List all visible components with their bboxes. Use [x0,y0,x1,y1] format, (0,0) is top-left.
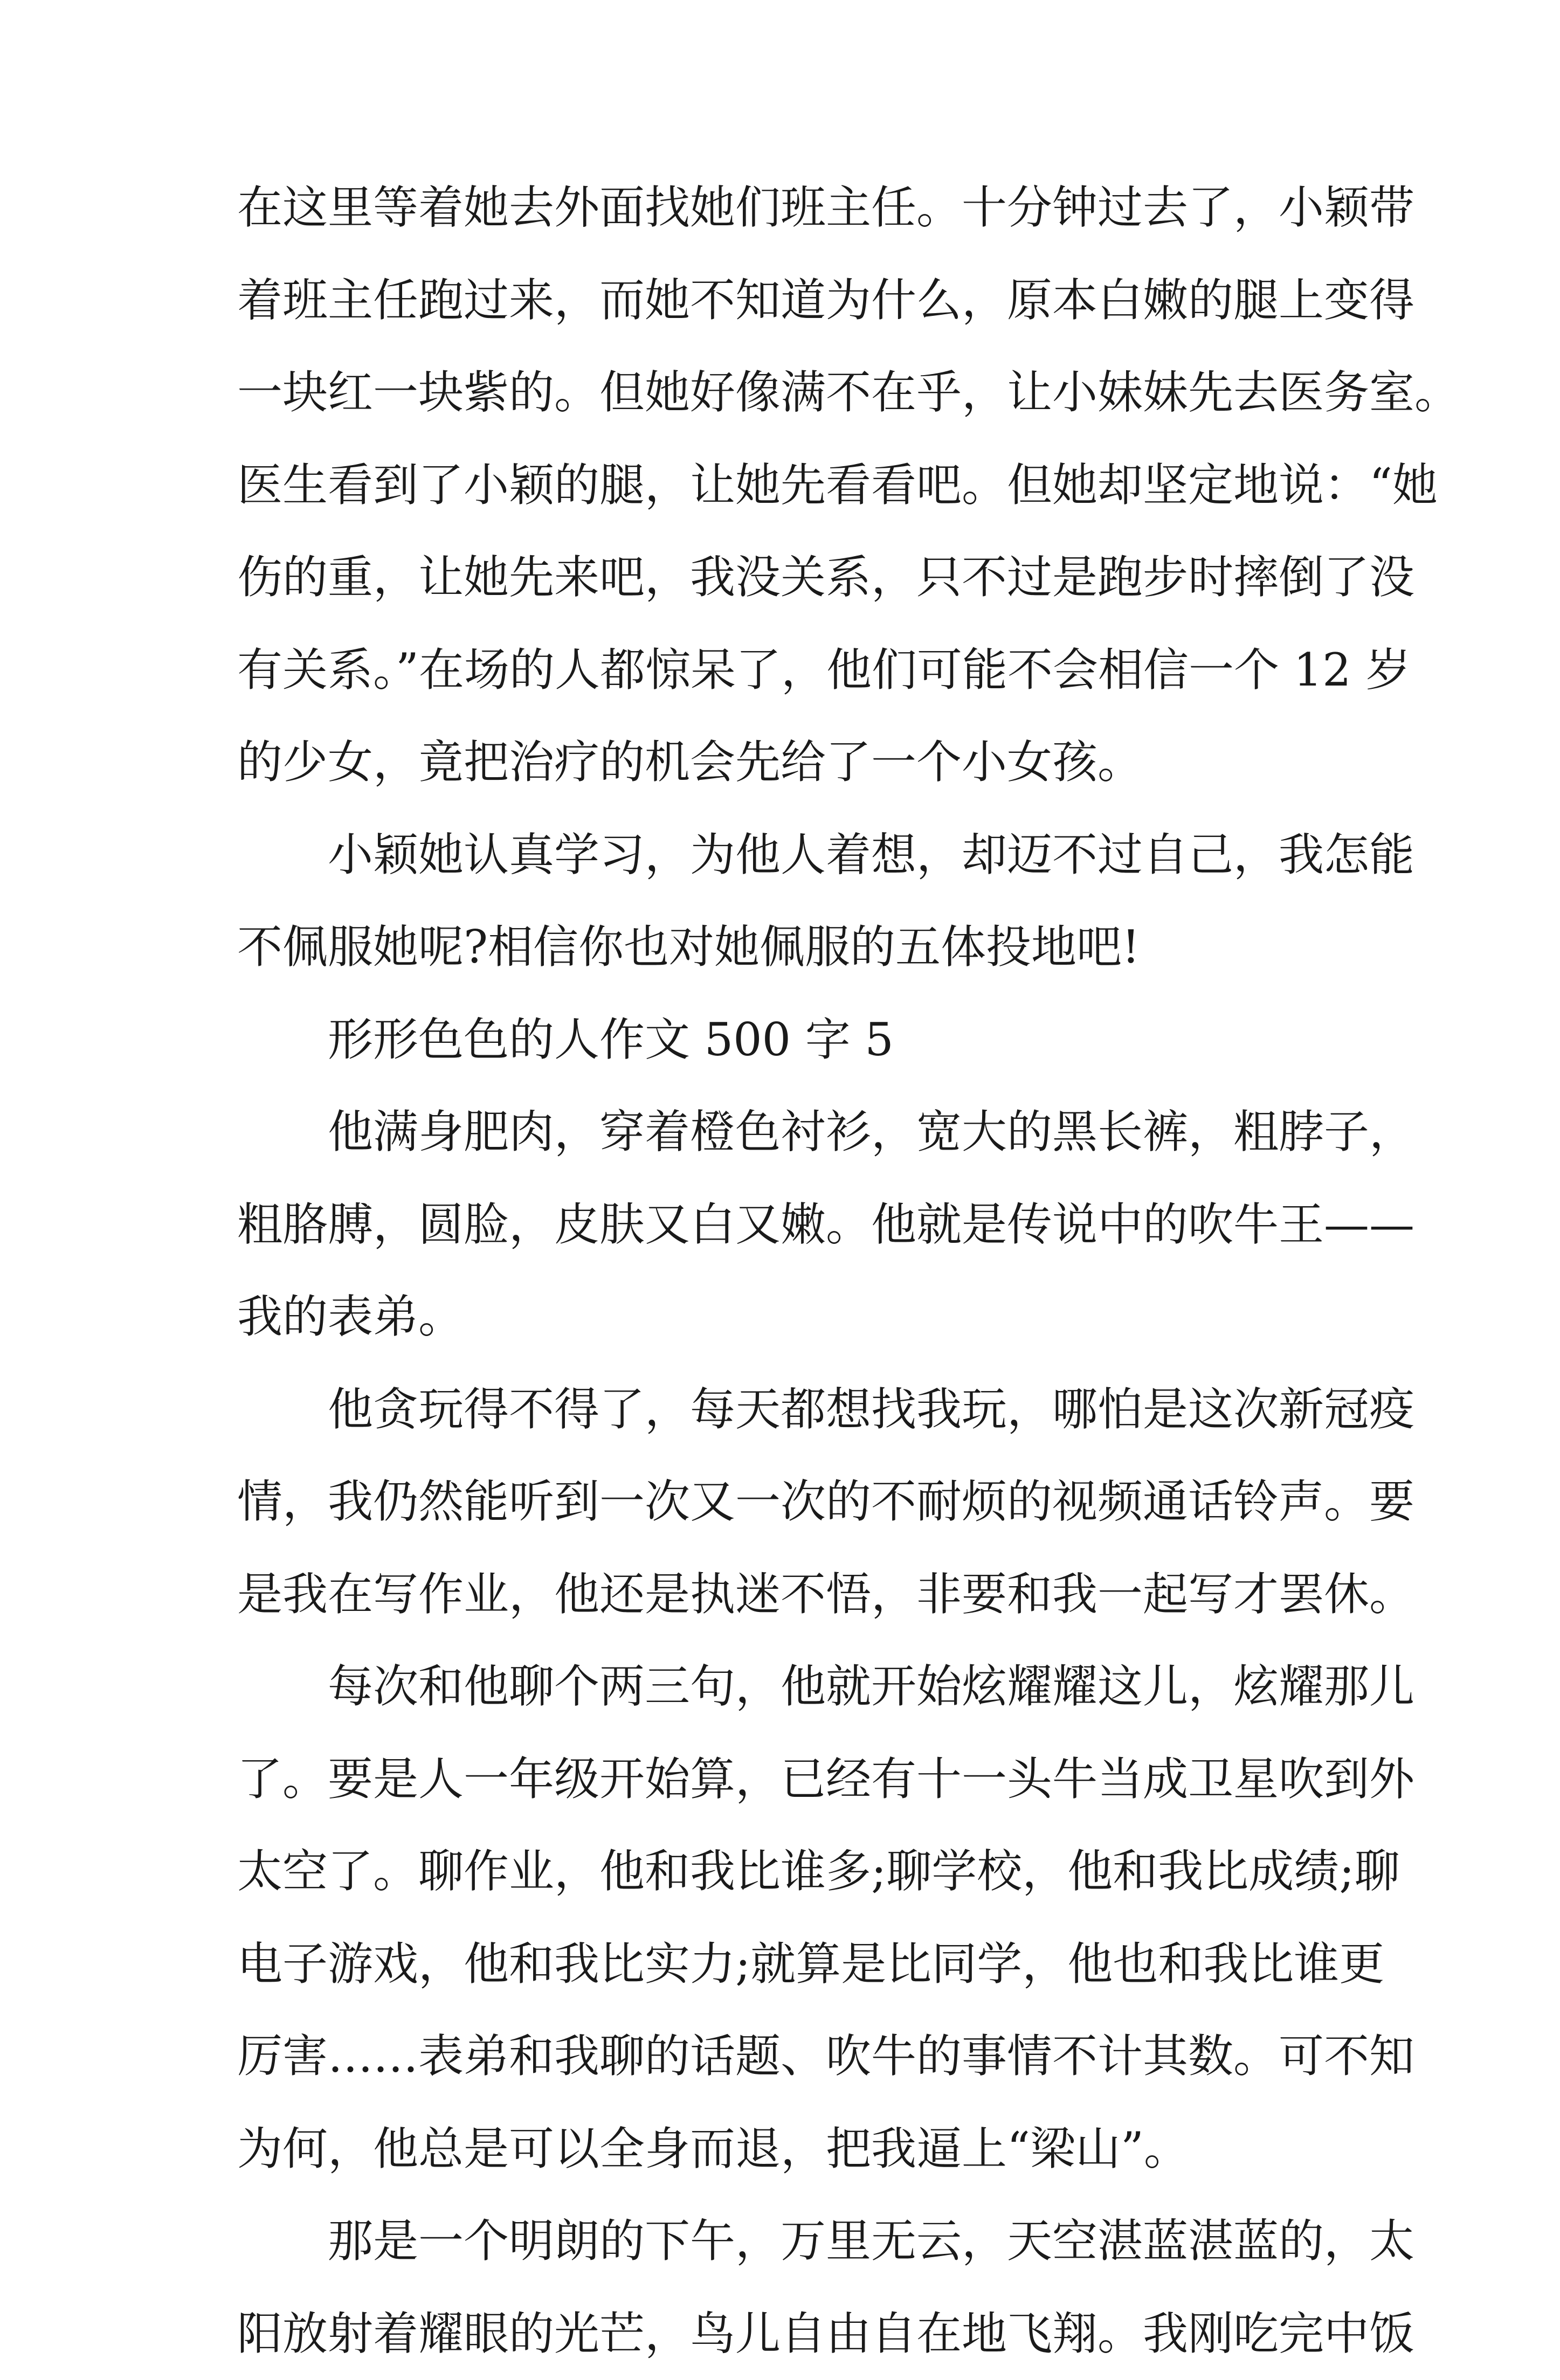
text-line: 电子游戏，他和我比实力;就算是比同学，他也和我比谁更 [237,1918,1337,2011]
text-line: 有关系。”在场的人都惊呆了，他们可能不会相信一个 12 岁 [237,624,1337,717]
text-line: 粗胳膊，圆脸，皮肤又白又嫩。他就是传说中的吹牛王—— [237,1179,1337,1271]
text-line: 小颖她认真学习，为他人着想，却迈不过自己，我怎能 [237,809,1337,902]
text-line: 伤的重，让她先来吧，我没关系，只不过是跑步时摔倒了没 [237,531,1337,624]
text-line: 他贪玩得不得了，每天都想找我玩，哪怕是这次新冠疫 [237,1364,1337,1456]
text-line: 的少女，竟把治疗的机会先给了一个小女孩。 [237,716,1337,809]
document-body [237,162,1337,2380]
text-line: 是我在写作业，他还是执迷不悟，非要和我一起写才罢休。 [237,1548,1337,1641]
text-line: 医生看到了小颖的腿，让她先看看吧。但她却坚定地说：“她 [237,439,1337,532]
text-line: 阳放射着耀眼的光芒，鸟儿自由自在地飞翔。我刚吃完中饭 [237,2288,1337,2380]
text-line: 厉害……表弟和我聊的话题、吹牛的事情不计其数。可不知 [237,2010,1337,2103]
text-line: 每次和他聊个两三句，他就开始炫耀耀这儿，炫耀那儿 [237,1641,1337,1733]
text-line: 着班主任跑过来，而她不知道为什么，原本白嫩的腿上变得 [237,254,1337,347]
text-line: 他满身肥肉，穿着橙色衬衫，宽大的黑长裤，粗脖子， [237,1086,1337,1179]
text-line: 不佩服她呢?相信你也对她佩服的五体投地吧! [237,901,1337,994]
text-line: 太空了。聊作业，他和我比谁多;聊学校，他和我比成绩;聊 [237,1825,1337,1918]
text-line: 为何，他总是可以全身而退，把我逼上“梁山”。 [237,2103,1337,2196]
text-line: 我的表弟。 [237,1271,1337,1364]
text-line: 一块红一块紫的。但她好像满不在乎，让小妹妹先去医务室。 [237,347,1337,439]
text-line: 了。要是人一年级开始算，已经有十一头牛当成卫星吹到外 [237,1733,1337,1826]
text-line: 情，我仍然能听到一次又一次的不耐烦的视频通话铃声。要 [237,1456,1337,1548]
text-line: 在这里等着她去外面找她们班主任。十分钟过去了，小颖带 [237,162,1337,254]
text-line: 形形色色的人作文 500 字 5 [237,994,1337,1087]
text-line: 那是一个明朗的下午，万里无云，天空湛蓝湛蓝的，太 [237,2195,1337,2288]
